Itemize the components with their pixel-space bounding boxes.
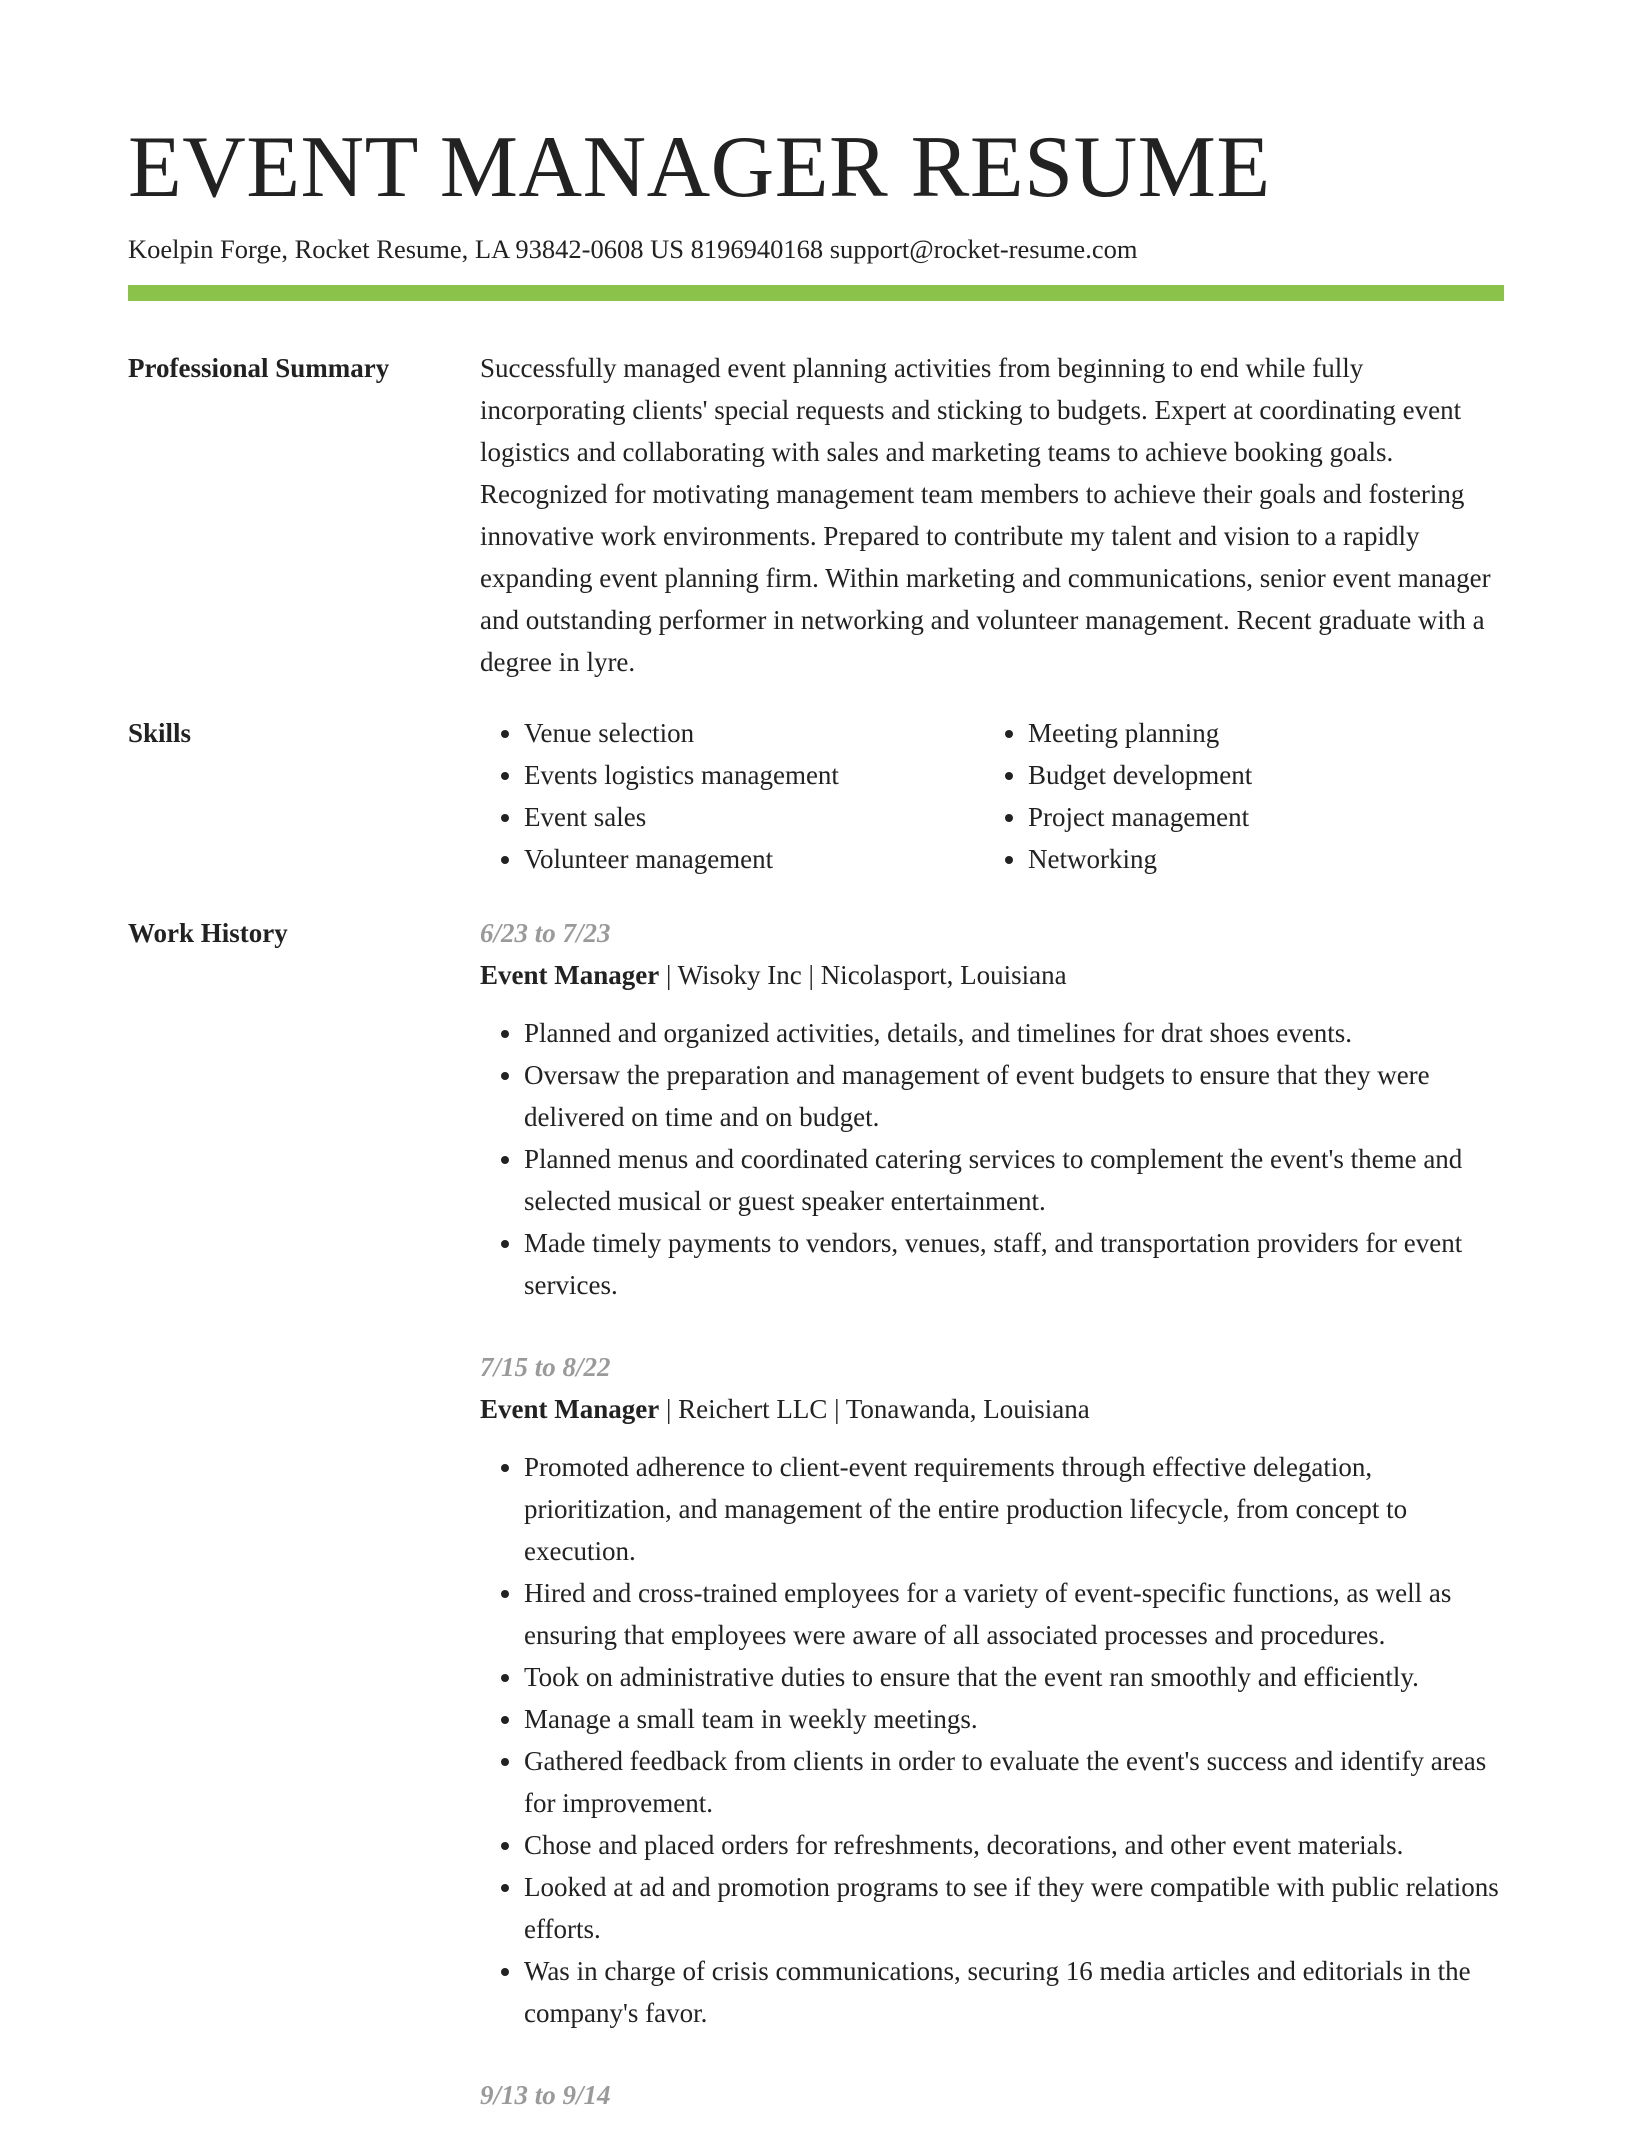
skill-item: • Venue selection xyxy=(524,712,984,754)
contact-line xyxy=(128,231,1137,267)
job-duty: • Manage a small team in weekly meetings. xyxy=(524,1698,1504,1740)
job-separator: | xyxy=(665,1394,672,1424)
job-duty: • Gathered feedback from clients in order to evaluate the event's success and identify areas for improvement. xyxy=(524,1740,1504,1824)
job-title: Event Manager xyxy=(480,1394,660,1424)
skills-body xyxy=(480,712,1504,880)
job-duty: • Took on administrative duties to ensure that the event ran smoothly and efficiently. xyxy=(524,1656,1504,1698)
skills-list-right xyxy=(984,712,1488,880)
skill-item: • Volunteer management xyxy=(524,838,984,880)
summary-body xyxy=(480,347,1504,683)
job-duty: • Planned menus and coordinated catering services to complement the event's theme and selected musical or guest speaker entertainment. xyxy=(524,1138,1504,1222)
job-company: Reichert LLC xyxy=(678,1394,828,1424)
job-separator: | xyxy=(808,960,814,990)
job-duties xyxy=(480,1012,1504,1306)
job-heading xyxy=(480,1388,1504,1430)
job-duty: • Planned and organized activities, details, and timelines for drat shoes events. xyxy=(524,1012,1504,1054)
contact-address: Koelpin Forge, Rocket Resume, LA 93842-0608 US xyxy=(128,234,684,264)
resume-title: EVENT MANAGER RESUME xyxy=(128,119,1271,216)
skill-item: • Meeting planning xyxy=(1028,712,1488,754)
skills-columns xyxy=(480,712,1504,880)
skill-item: • Project management xyxy=(1028,796,1488,838)
job-duty: • Hired and cross-trained employees for a variety of event-specific functions, as well as ensuring that employees were aware of all associated processes and procedures. xyxy=(524,1572,1504,1656)
job-duty: • Chose and placed orders for refreshments, decorations, and other event materials. xyxy=(524,1824,1504,1866)
job-dates: 9/13 to 9/14 xyxy=(480,2080,611,2110)
job-dates: 6/23 to 7/23 xyxy=(480,918,611,948)
work-history-heading: Work History xyxy=(128,918,288,948)
summary-heading: Professional Summary xyxy=(128,353,390,383)
skills-heading: Skills xyxy=(128,718,192,748)
summary-text: Successfully managed event planning activities from beginning to end while fully incorporating clients' special requests and sticking to budgets. Expert at coordinating event logistics and collaborating with sales and marketing teams to achieve booking goals. Recognized for motivating management team members to achieve their goals and fostering innovative work environments. Prepared to contribute my talent and vision to a rapidly expanding event planning firm. Within marketing and communications, senior event manager and outstanding performer in networking and volunteer management. Recent graduate with a degree in lyre. xyxy=(480,353,1491,677)
contact-email[interactable]: support@rocket-resume.com xyxy=(829,234,1138,264)
job-separator: | xyxy=(665,960,672,990)
job-location: Nicolasport, Louisiana xyxy=(820,960,1067,990)
job-entry xyxy=(480,2074,1504,2116)
contact-phone: 8196940168 xyxy=(690,234,824,264)
job-duty: • Oversaw the preparation and management of event budgets to ensure that they were delivered on time and on budget. xyxy=(524,1054,1504,1138)
job-dates: 7/15 to 8/22 xyxy=(480,1352,611,1382)
job-entry xyxy=(480,1346,1504,2034)
header-divider xyxy=(128,285,1504,301)
job-duty: • Made timely payments to vendors, venues, staff, and transportation providers for event services. xyxy=(524,1222,1504,1306)
job-duty: • Promoted adherence to client-event requirements through effective delegation, prioritization, and management of the entire production lifecycle, from concept to execution. xyxy=(524,1446,1504,1572)
work-history-body xyxy=(480,912,1504,2156)
job-entry xyxy=(480,912,1504,1306)
job-location: Tonawanda, Louisiana xyxy=(845,1394,1090,1424)
job-duty: • Looked at ad and promotion programs to see if they were compatible with public relations efforts. xyxy=(524,1866,1504,1950)
job-heading xyxy=(480,954,1504,996)
job-duty: • Was in charge of crisis communications, securing 16 media articles and editorials in the company's favor. xyxy=(524,1950,1504,2034)
job-title: Event Manager xyxy=(480,960,660,990)
job-company: Wisoky Inc xyxy=(677,960,802,990)
skill-item: • Networking xyxy=(1028,838,1488,880)
skill-item: • Events logistics management xyxy=(524,754,984,796)
skill-item: • Event sales xyxy=(524,796,984,838)
job-duties xyxy=(480,1446,1504,2034)
skill-item: • Budget development xyxy=(1028,754,1488,796)
job-separator: | xyxy=(834,1394,840,1424)
skills-list-left xyxy=(480,712,984,880)
